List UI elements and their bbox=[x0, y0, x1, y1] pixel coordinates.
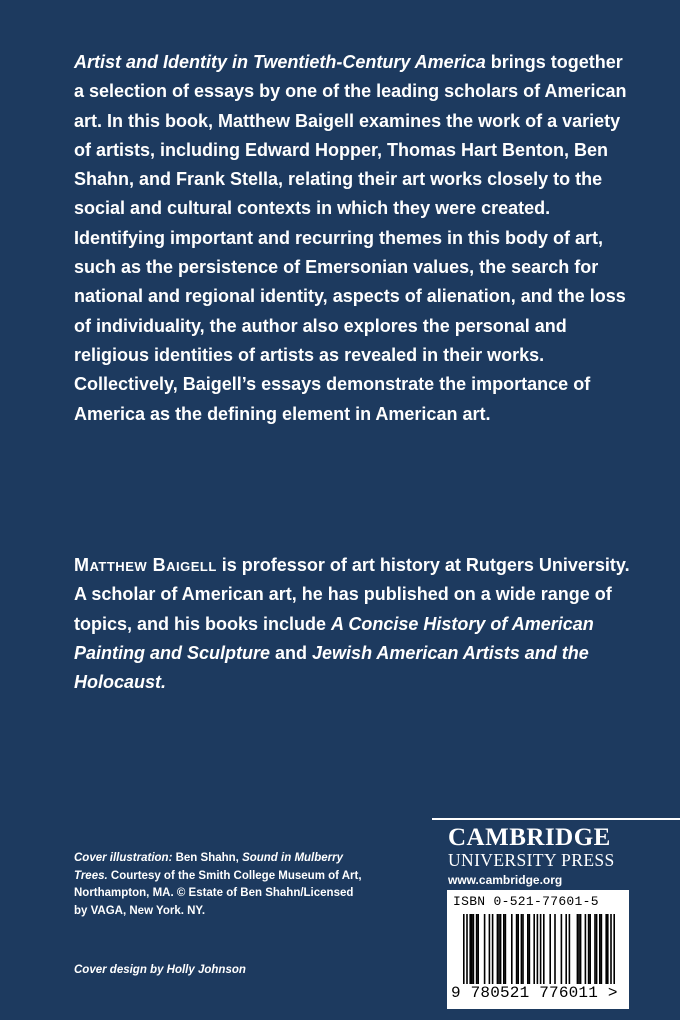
book-title: Artist and Identity in Twentieth-Century America bbox=[74, 52, 486, 72]
author-name: Matthew Baigell bbox=[74, 555, 217, 575]
barcode-bar bbox=[540, 914, 542, 984]
barcode-bar bbox=[463, 914, 465, 984]
book-title-2: Jewish American Artists and the Holocaust. bbox=[74, 642, 589, 693]
barcode-bar bbox=[565, 914, 567, 984]
barcode-bar bbox=[527, 914, 529, 984]
barcode-bar bbox=[498, 914, 500, 984]
barcode-bar bbox=[589, 914, 591, 984]
barcode-bar bbox=[596, 914, 598, 984]
barcode-number: 9 780521 776011 > bbox=[451, 984, 618, 1002]
barcode-bar bbox=[605, 914, 607, 984]
cover-credits bbox=[74, 850, 364, 920]
book-title-1: A Concise History of American Painting and Sculpture bbox=[74, 613, 594, 663]
barcode-bar bbox=[497, 914, 499, 984]
barcode-bar bbox=[522, 914, 524, 984]
barcode-bar bbox=[503, 914, 505, 984]
barcode-bar bbox=[549, 914, 551, 984]
barcode-bar bbox=[517, 914, 519, 984]
barcode-bar bbox=[594, 914, 596, 984]
barcode-bar bbox=[533, 914, 535, 984]
barcode-bar bbox=[492, 914, 494, 984]
cover-design-credit bbox=[74, 964, 246, 976]
publisher-rule bbox=[432, 818, 680, 820]
credits-label: Cover illustration: bbox=[74, 852, 173, 864]
bio-text: is professor of art history at Rutgers University. A scholar of American art, he has published on a wide range of topics, and his books include bbox=[74, 555, 630, 634]
barcode-bar bbox=[477, 914, 479, 984]
credits-artwork: Sound in Mulberry Trees. bbox=[74, 852, 344, 882]
barcode-bar bbox=[505, 914, 507, 984]
barcode-bar bbox=[601, 914, 603, 984]
barcode-bar bbox=[473, 914, 475, 984]
bio-and: and bbox=[270, 642, 313, 663]
barcode-bar bbox=[580, 914, 582, 984]
barcode-bar bbox=[569, 914, 571, 984]
barcode-panel bbox=[447, 890, 629, 1009]
barcode-bar bbox=[529, 914, 531, 984]
isbn-label: ISBN 0-521-77601-5 bbox=[453, 894, 599, 909]
barcode-bar bbox=[511, 914, 513, 984]
publisher-name: CAMBRIDGE bbox=[448, 824, 611, 851]
barcode-bar bbox=[516, 914, 518, 984]
barcode-bar bbox=[484, 914, 486, 984]
barcode-bar bbox=[537, 914, 539, 984]
barcode-bar bbox=[500, 914, 502, 984]
barcode-bar bbox=[476, 914, 478, 984]
barcode-bar bbox=[543, 914, 545, 984]
barcode-bar bbox=[489, 914, 491, 984]
barcode-bar bbox=[521, 914, 523, 984]
barcode-bar bbox=[578, 914, 580, 984]
blurb-paragraph bbox=[74, 48, 634, 429]
barcode-bar bbox=[599, 914, 601, 984]
barcode-bar bbox=[585, 914, 587, 984]
author-bio bbox=[74, 551, 634, 697]
barcode-bars bbox=[463, 914, 615, 984]
barcode-bar bbox=[471, 914, 473, 984]
barcode-bar bbox=[610, 914, 612, 984]
barcode-bar bbox=[554, 914, 556, 984]
barcode-bar bbox=[607, 914, 609, 984]
publisher-logo bbox=[448, 824, 628, 887]
barcode-bar bbox=[466, 914, 468, 984]
blurb-text: brings together a selection of essays by one of the leading scholars of American art. In this book, Matthew Baigell examines the work of a variety of artists, including Edward Hopper, Thomas Hart Benton, Ben Shahn, and Frank Stella, relating their art works closely to the social and cultural contexts in which they were created. Identifying important and recurring themes in this body of art, such as the persistence of Emersonian values, the search for national and regional identity, aspects of alienation, and the loss of individuality, the author also explores the personal and religious identities of artists as revealed in their works. Collectively, Baigell’s essays demonstrate the importance of America as the defining element in American art. bbox=[74, 52, 627, 424]
barcode-bar bbox=[561, 914, 563, 984]
barcode-bar bbox=[613, 914, 615, 984]
barcode-bar bbox=[588, 914, 590, 984]
cover-design-text: Cover design by Holly Johnson bbox=[74, 964, 246, 976]
credits-rest: Courtesy of the Smith College Museum of Art, Northampton, MA. © Estate of Ben Shahn/Licensed by VAGA, New York. NY. bbox=[74, 869, 362, 917]
barcode-bar bbox=[469, 914, 471, 984]
publisher-url: www.cambridge.org bbox=[448, 873, 563, 887]
barcode-bar bbox=[577, 914, 579, 984]
credits-artist: Ben Shahn, bbox=[172, 852, 243, 864]
publisher-subtitle: UNIVERSITY PRESS bbox=[448, 850, 615, 870]
